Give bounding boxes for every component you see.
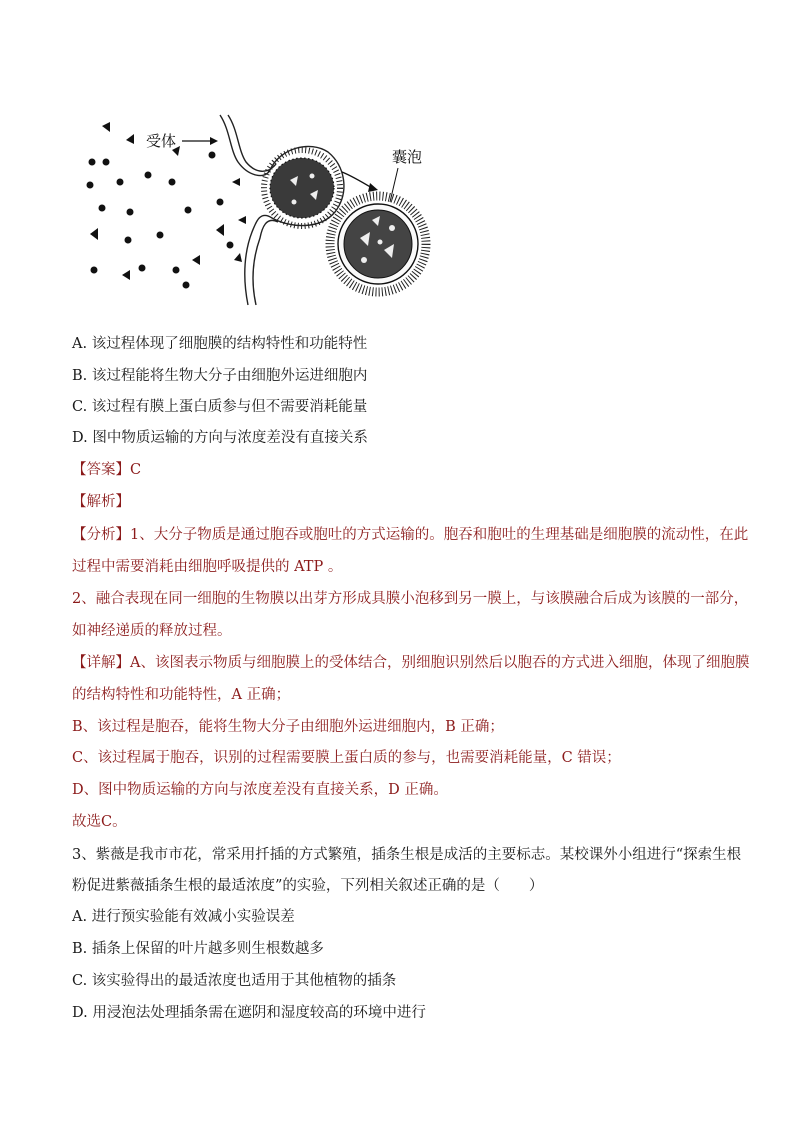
detail-d: D、图中物质运输的方向与浓度差没有直接关系，D 正确。: [72, 782, 448, 798]
point2-line-1: 2、融合表现在同一细胞的生物膜以出芽方形成具膜小泡移到另一膜上，与该膜融合后成为该膜的一部分，: [72, 591, 749, 607]
q3-option-a: A. 进行预实验能有效减小实验误差: [72, 909, 295, 925]
receptor-markers: [232, 178, 246, 224]
q2-option-c: C. 该过程有膜上蛋白质参与但不需要消耗能量: [72, 399, 368, 415]
q3-option-c: C. 该实验得出的最适浓度也适用于其他植物的插条: [72, 973, 397, 989]
q2-option-b: B. 该过程能将生物大分子由细胞外运进细胞内: [72, 368, 368, 384]
receptor-label: 受体: [146, 132, 177, 150]
q2-option-d: D. 图中物质运输的方向与浓度差没有直接关系: [72, 430, 368, 446]
q3-option-d: D. 用浸泡法处理插条需在遮阴和湿度较高的环境中进行: [72, 1005, 426, 1021]
q3-stem-line-2: 粉促进紫薇插条生根的最适浓度”的实验，下列相关叙述正确的是（ ）: [72, 878, 544, 894]
endocytosis-diagram: [80, 110, 440, 310]
answer-line: [72, 460, 141, 480]
detail-label: 【详解】: [72, 655, 130, 671]
fenxi-line-2: 过程中需要消耗由细胞呼吸提供的 ATP 。: [72, 559, 343, 575]
conclusion: 故选C。: [72, 814, 127, 830]
q3-stem-line-1: 3、紫薇是我市市花，常采用扦插的方式繁殖，插条生根是成活的主要标志。某校课外小组进行“探索生根: [72, 847, 742, 863]
vesicle-label: 囊泡: [392, 148, 423, 166]
q3-option-b: B. 插条上保留的叶片越多则生根数越多: [72, 941, 324, 957]
detail-line-1: [72, 653, 749, 673]
fenxi-text-1: 1、大分子物质是通过胞吞或胞吐的方式运输的。胞吞和胞吐的生理基础是细胞膜的流动性，在此: [130, 527, 749, 543]
q2-option-a: A. 该过程体现了细胞膜的结构特性和功能特性: [72, 336, 368, 352]
molecule-dots: [87, 152, 234, 289]
answer-value: C: [130, 462, 142, 478]
fenxi-label: 【分析】: [72, 527, 130, 543]
detail-line-2: 的结构特性和功能特性，A 正确；: [72, 687, 291, 703]
detail-b: B、该过程是胞吞，能将生物大分子由细胞外运进细胞内，B 正确；: [72, 719, 504, 735]
point2-line-2: 如神经递质的释放过程。: [72, 623, 232, 639]
answer-label: 【答案】: [72, 462, 130, 478]
endocytosis-figure: [80, 110, 440, 310]
detail-c: C、该过程属于胞吞，识别的过程需要膜上蛋白质的参与，也需要消耗能量，C 错误；: [72, 750, 621, 766]
detail-text-1: A、该图表示物质与细胞膜上的受体结合，别细胞识别然后以胞吞的方式进入细胞，体现了细胞膜: [130, 655, 750, 671]
analysis-label: 【解析】: [72, 494, 130, 510]
fenxi-line-1: [72, 525, 748, 545]
